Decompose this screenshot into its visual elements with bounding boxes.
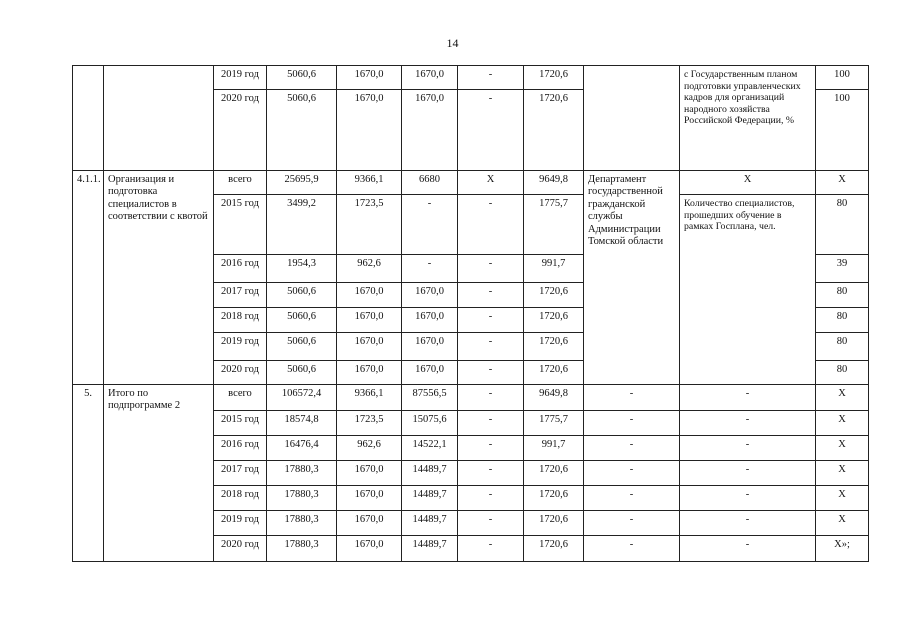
other-cell: 1720,6 — [524, 461, 584, 486]
total-cell: 106572,4 — [267, 385, 337, 411]
local-cell: Х — [458, 171, 524, 195]
regional-cell: 1670,0 — [402, 308, 458, 333]
other-cell: 9649,8 — [524, 385, 584, 411]
indicator-cell: - — [680, 511, 816, 536]
regional-cell: 87556,5 — [402, 385, 458, 411]
federal-cell: 1670,0 — [337, 361, 402, 385]
federal-cell: 1670,0 — [337, 90, 402, 171]
other-cell: 1720,6 — [524, 511, 584, 536]
federal-cell: 9366,1 — [337, 385, 402, 411]
federal-cell: 962,6 — [337, 436, 402, 461]
regional-cell: 14489,7 — [402, 486, 458, 511]
executor-cell — [584, 66, 680, 171]
total-cell: 5060,6 — [267, 283, 337, 308]
local-cell: - — [458, 66, 524, 90]
regional-cell: 14489,7 — [402, 511, 458, 536]
executor-cell: - — [584, 436, 680, 461]
federal-cell: 1670,0 — [337, 66, 402, 90]
local-cell: - — [458, 511, 524, 536]
row-number-cell: 5. — [73, 385, 104, 562]
indicator-cell: с Государственным планом подготовки управленческих кадров для организаций народного хозяйства Российской Федерации, % — [680, 66, 816, 171]
local-cell: - — [458, 436, 524, 461]
regional-cell: 6680 — [402, 171, 458, 195]
total-cell: 16476,4 — [267, 436, 337, 461]
local-cell: - — [458, 385, 524, 411]
target-cell: 100 — [816, 90, 869, 171]
total-cell: 1954,3 — [267, 255, 337, 283]
other-cell: 1720,6 — [524, 308, 584, 333]
federal-cell: 1670,0 — [337, 308, 402, 333]
target-cell: 80 — [816, 333, 869, 361]
regional-cell: 1670,0 — [402, 333, 458, 361]
total-cell: 5060,6 — [267, 308, 337, 333]
federal-cell: 9366,1 — [337, 171, 402, 195]
federal-cell: 1670,0 — [337, 461, 402, 486]
executor-cell: - — [584, 411, 680, 436]
indicator-cell: - — [680, 461, 816, 486]
target-cell: 100 — [816, 66, 869, 90]
regional-cell: 1670,0 — [402, 66, 458, 90]
target-cell: 80 — [816, 308, 869, 333]
other-cell: 1720,6 — [524, 90, 584, 171]
local-cell: - — [458, 90, 524, 171]
year-cell: 2017 год — [214, 461, 267, 486]
year-cell: 2020 год — [214, 536, 267, 562]
total-cell: 17880,3 — [267, 461, 337, 486]
indicator-cell: - — [680, 486, 816, 511]
local-cell: - — [458, 283, 524, 308]
target-cell: Х»; — [816, 536, 869, 562]
federal-cell: 962,6 — [337, 255, 402, 283]
executor-cell: - — [584, 536, 680, 562]
year-cell: 2015 год — [214, 195, 267, 255]
indicator-cell: - — [680, 536, 816, 562]
target-cell: Х — [816, 461, 869, 486]
year-cell: 2019 год — [214, 511, 267, 536]
other-cell: 1720,6 — [524, 333, 584, 361]
year-cell: 2020 год — [214, 361, 267, 385]
executor-cell: - — [584, 461, 680, 486]
regional-cell: 15075,6 — [402, 411, 458, 436]
total-cell: 3499,2 — [267, 195, 337, 255]
federal-cell: 1670,0 — [337, 486, 402, 511]
other-cell: 1775,7 — [524, 195, 584, 255]
measure-name-cell: Итого по подпрограмме 2 — [104, 385, 214, 562]
target-cell: Х — [816, 385, 869, 411]
target-cell: 80 — [816, 283, 869, 308]
other-cell: 1720,6 — [524, 536, 584, 562]
local-cell: - — [458, 361, 524, 385]
total-cell: 5060,6 — [267, 333, 337, 361]
executor-cell: - — [584, 385, 680, 411]
target-cell: Х — [816, 511, 869, 536]
target-cell: 80 — [816, 361, 869, 385]
table-body — [73, 66, 869, 562]
local-cell: - — [458, 486, 524, 511]
federal-cell: 1670,0 — [337, 536, 402, 562]
local-cell: - — [458, 333, 524, 361]
regional-cell: 14489,7 — [402, 536, 458, 562]
indicator-cell: - — [680, 411, 816, 436]
total-cell: 25695,9 — [267, 171, 337, 195]
table-row — [73, 66, 869, 90]
row-number-cell — [73, 66, 104, 171]
executor-cell: Департамент государственной гражданской службы Администрации Томской области — [584, 171, 680, 385]
target-cell: 39 — [816, 255, 869, 283]
year-cell: 2018 год — [214, 308, 267, 333]
year-cell: 2019 год — [214, 333, 267, 361]
total-cell: 5060,6 — [267, 361, 337, 385]
year-cell: 2019 год — [214, 66, 267, 90]
year-cell: 2016 год — [214, 255, 267, 283]
year-cell: 2015 год — [214, 411, 267, 436]
local-cell: - — [458, 308, 524, 333]
indicator-cell: - — [680, 385, 816, 411]
local-cell: - — [458, 536, 524, 562]
federal-cell: 1670,0 — [337, 283, 402, 308]
target-cell: Х — [816, 171, 869, 195]
federal-cell: 1670,0 — [337, 511, 402, 536]
year-cell: всего — [214, 385, 267, 411]
local-cell: - — [458, 461, 524, 486]
year-cell: всего — [214, 171, 267, 195]
measure-name-cell: Организация и подготовка специалистов в соответствии с квотой — [104, 171, 214, 385]
other-cell: 1720,6 — [524, 486, 584, 511]
target-cell: Х — [816, 486, 869, 511]
indicator-cell: Количество специалистов, прошедших обучение в рамках Госплана, чел. — [680, 195, 816, 385]
budget-table — [72, 65, 869, 562]
federal-cell: 1670,0 — [337, 333, 402, 361]
target-cell: Х — [816, 436, 869, 461]
federal-cell: 1723,5 — [337, 411, 402, 436]
year-cell: 2018 год — [214, 486, 267, 511]
year-cell: 2016 год — [214, 436, 267, 461]
local-cell: - — [458, 411, 524, 436]
other-cell: 991,7 — [524, 436, 584, 461]
regional-cell: 1670,0 — [402, 283, 458, 308]
local-cell: - — [458, 255, 524, 283]
page-number: 14 — [446, 36, 459, 50]
table-row — [73, 385, 869, 411]
regional-cell: 14522,1 — [402, 436, 458, 461]
local-cell: - — [458, 195, 524, 255]
total-cell: 17880,3 — [267, 536, 337, 562]
target-cell: Х — [816, 411, 869, 436]
regional-cell: - — [402, 255, 458, 283]
total-cell: 18574,8 — [267, 411, 337, 436]
year-cell: 2020 год — [214, 90, 267, 171]
executor-cell: - — [584, 511, 680, 536]
total-cell: 5060,6 — [267, 66, 337, 90]
regional-cell: 1670,0 — [402, 361, 458, 385]
total-cell: 17880,3 — [267, 486, 337, 511]
total-cell: 17880,3 — [267, 511, 337, 536]
regional-cell: 14489,7 — [402, 461, 458, 486]
regional-cell: 1670,0 — [402, 90, 458, 171]
executor-cell: - — [584, 486, 680, 511]
other-cell: 1720,6 — [524, 66, 584, 90]
measure-name-cell — [104, 66, 214, 171]
indicator-cell: - — [680, 436, 816, 461]
target-cell: 80 — [816, 195, 869, 255]
other-cell: 1775,7 — [524, 411, 584, 436]
row-number-cell: 4.1.1. — [73, 171, 104, 385]
federal-cell: 1723,5 — [337, 195, 402, 255]
other-cell: 9649,8 — [524, 171, 584, 195]
other-cell: 1720,6 — [524, 283, 584, 308]
year-cell: 2017 год — [214, 283, 267, 308]
other-cell: 1720,6 — [524, 361, 584, 385]
total-cell: 5060,6 — [267, 90, 337, 171]
table-row — [73, 171, 869, 195]
other-cell: 991,7 — [524, 255, 584, 283]
indicator-cell: Х — [680, 171, 816, 195]
regional-cell: - — [402, 195, 458, 255]
